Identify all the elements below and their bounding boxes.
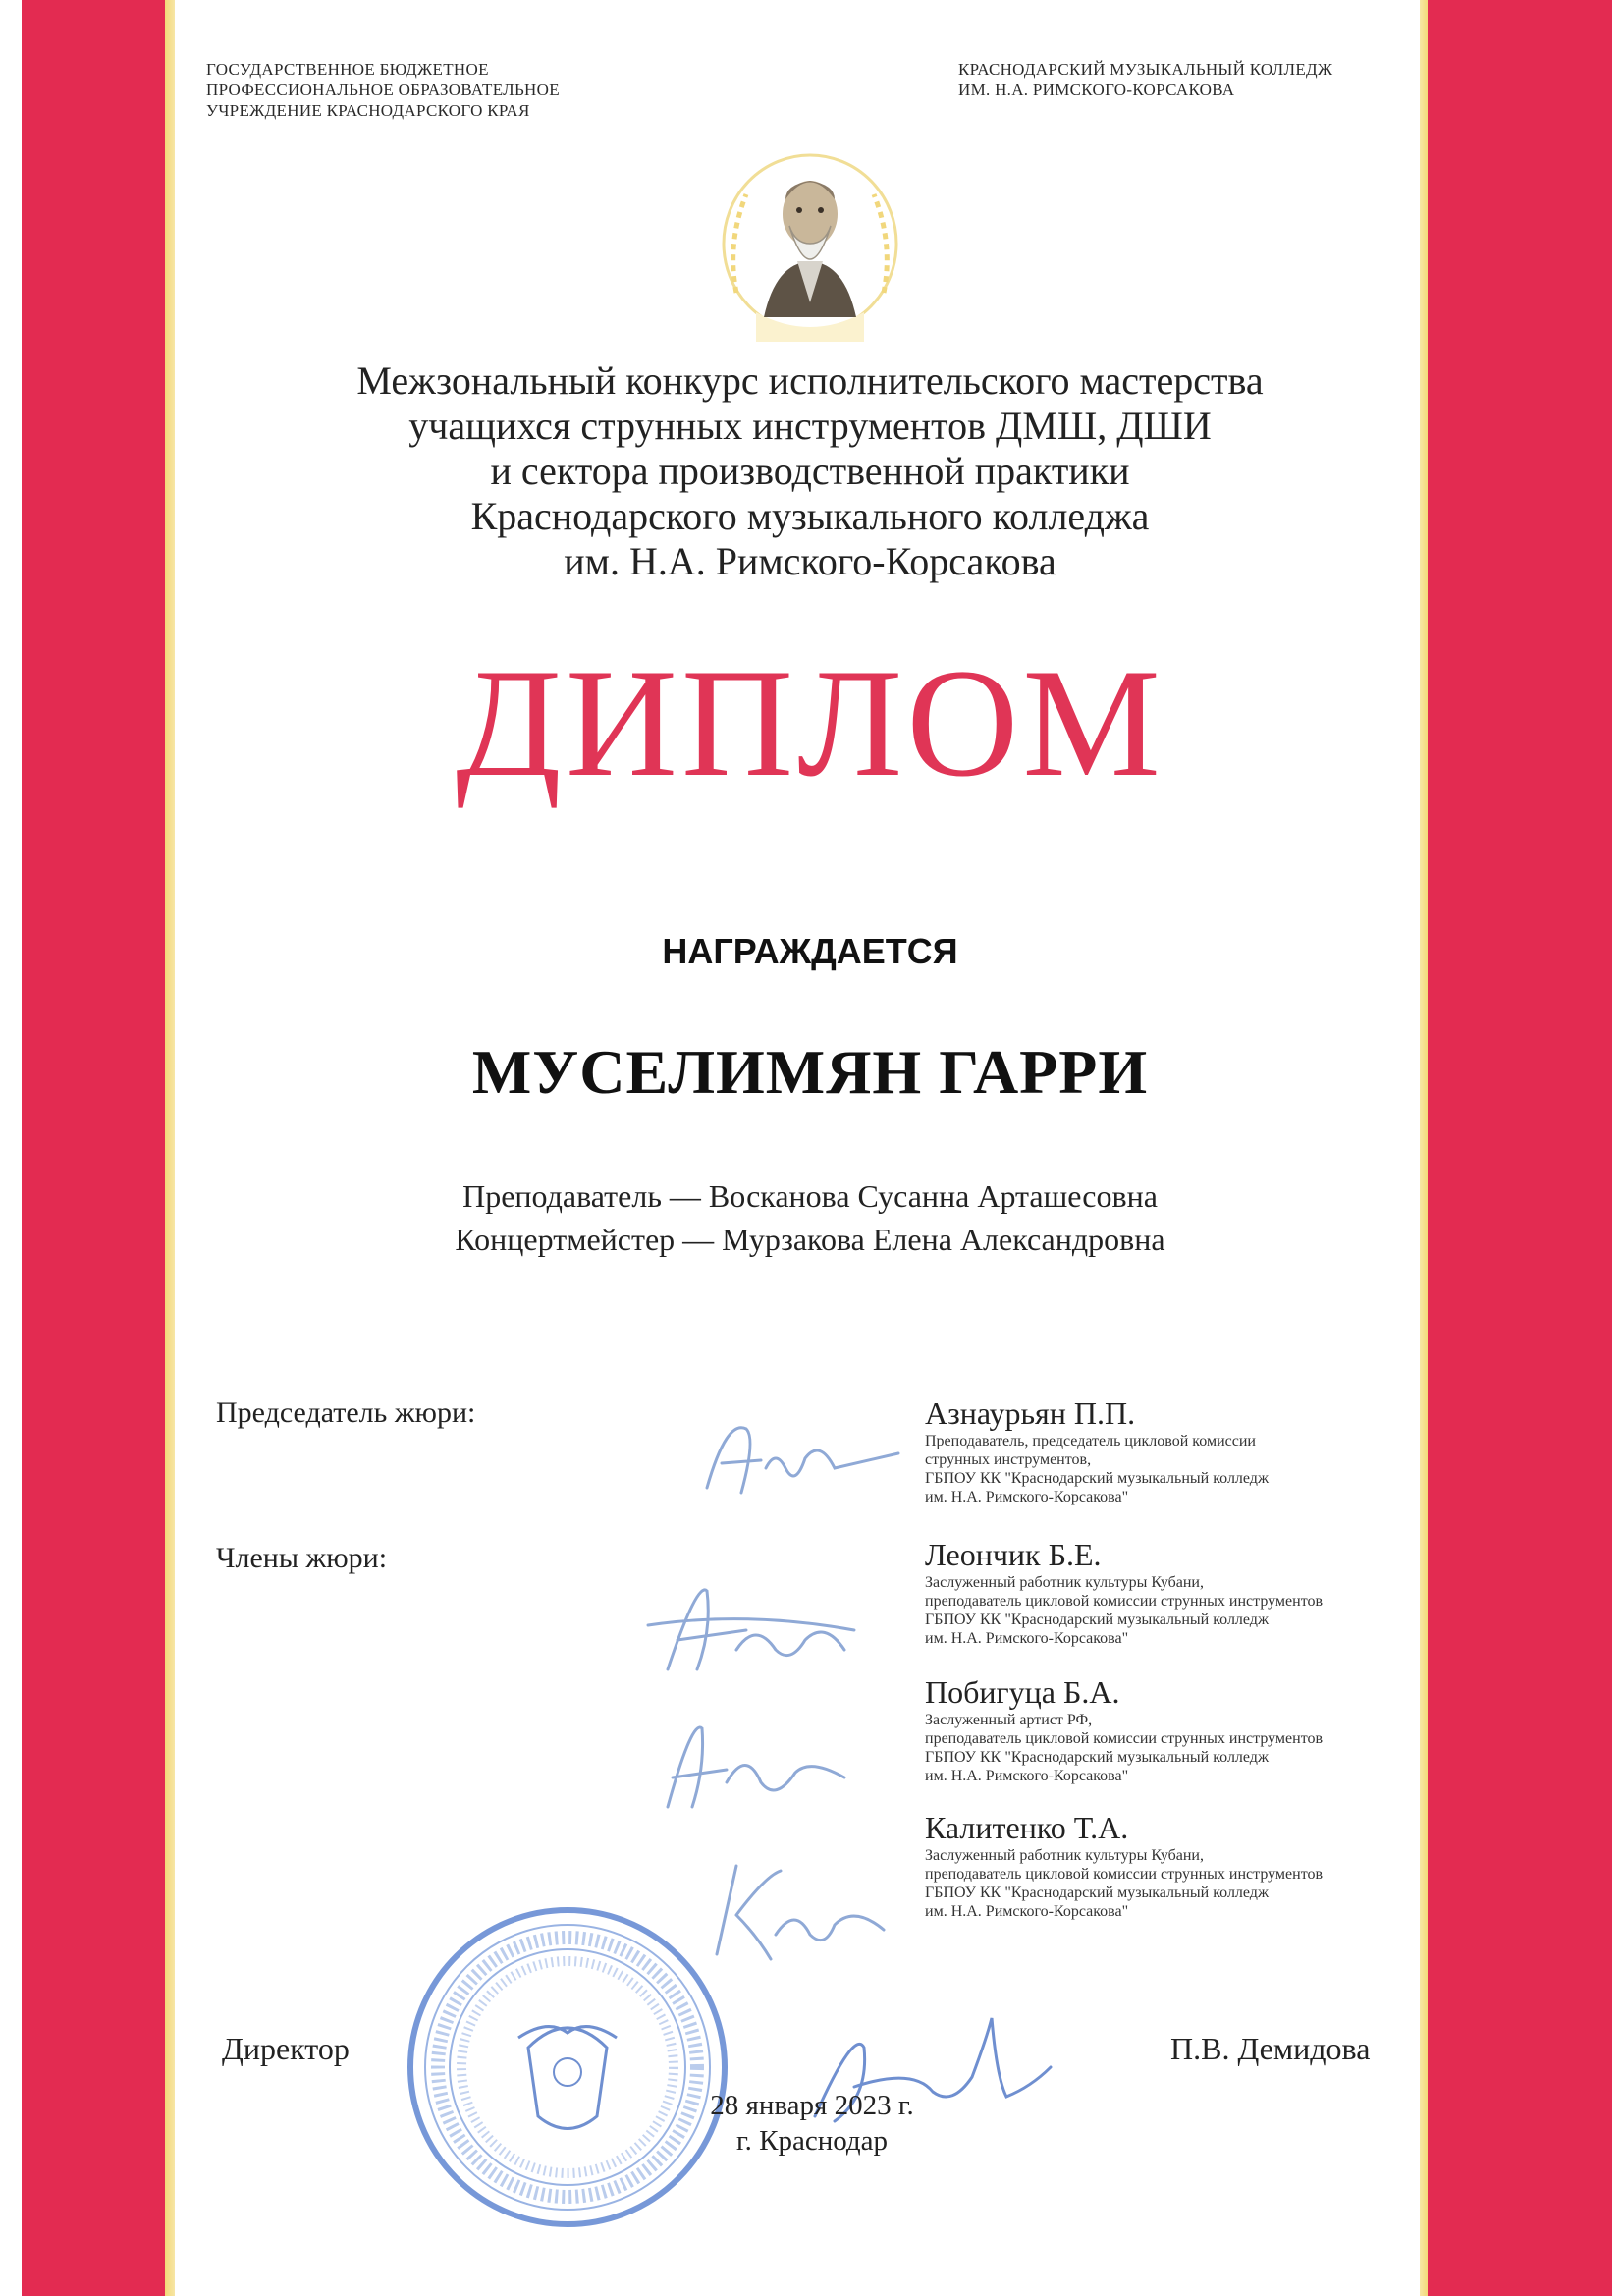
jury-desc-line: Преподаватель, председатель цикловой комиссии	[925, 1433, 1256, 1449]
right-decor-band	[1420, 0, 1624, 2296]
jury-desc-line: ГБПОУ КК "Краснодарский музыкальный колледж	[925, 1612, 1269, 1628]
jury-desc-line: ГБПОУ КК "Краснодарский музыкальный колледж	[925, 1470, 1269, 1487]
jury-desc-line: струнных инструментов,	[925, 1451, 1092, 1468]
header-right-line: ИМ. Н.А. РИМСКОГО-КОРСАКОВА	[958, 81, 1235, 99]
signature-member-icon	[638, 1709, 864, 1827]
jury-member	[925, 1394, 1435, 1506]
left-decor-band	[0, 0, 175, 2296]
diploma-title: ДИПЛОМ	[456, 637, 1164, 809]
director-name: П.В. Демидова	[1170, 2031, 1371, 2066]
teachers-block	[226, 1175, 1394, 1261]
header-left-line: ГОСУДАРСТВЕННОЕ БЮДЖЕТНОЕ	[206, 60, 489, 79]
accompanist-line: Концертмейстер — Мурзакова Елена Александровна	[455, 1222, 1165, 1257]
contest-line: им. Н.А. Римского-Корсакова	[564, 539, 1056, 583]
contest-line: Межзональный конкурс исполнительского мастерства	[356, 358, 1264, 403]
jury-desc-line: Заслуженный артист РФ,	[925, 1712, 1093, 1728]
jury-desc-line: преподаватель цикловой комиссии струнных инструментов	[925, 1593, 1324, 1610]
jury-member	[925, 1673, 1435, 1785]
jury-desc-line: преподаватель цикловой комиссии струнных инструментов	[925, 1730, 1324, 1747]
jury-desc-line: им. Н.А. Римского-Корсакова"	[925, 1903, 1129, 1920]
contest-line: Краснодарского музыкального колледжа	[470, 494, 1150, 538]
jury-members-label: Члены жюри:	[216, 1542, 388, 1574]
teacher-line: Преподаватель — Восканова Сусанна Арташесовна	[462, 1178, 1158, 1214]
official-seal-icon	[401, 1900, 734, 2234]
contest-line: учащихся струнных инструментов ДМШ, ДШИ	[408, 404, 1212, 448]
jury-desc-line: ГБПОУ КК "Краснодарский музыкальный колледж	[925, 1749, 1269, 1766]
jury-desc-line: им. Н.А. Римского-Корсакова"	[925, 1768, 1129, 1784]
jury-member-name: Азнаурьян П.П.	[925, 1395, 1136, 1431]
portrait-emblem-icon	[687, 145, 933, 342]
jury-desc-line: преподаватель цикловой комиссии струнных инструментов	[925, 1866, 1324, 1883]
awarded-label: НАГРАЖДАЕТСЯ	[662, 931, 958, 971]
jury-member-desc	[925, 1846, 1435, 1921]
issue-date: 28 января 2023 г.	[710, 2090, 914, 2121]
director-label: Директор	[222, 2031, 350, 2066]
header-left-line: ПРОФЕССИОНАЛЬНОЕ ОБРАЗОВАТЕЛЬНОЕ	[206, 81, 560, 99]
header-left	[206, 59, 677, 121]
signature-member-icon	[628, 1571, 884, 1689]
jury-member-desc	[925, 1711, 1435, 1785]
jury-member-desc	[925, 1573, 1435, 1648]
header-right	[958, 59, 1430, 100]
jury-member-name: Побигуца Б.А.	[925, 1674, 1120, 1710]
jury-member-name: Леончик Б.Е.	[925, 1537, 1102, 1572]
recipient-name: МУСЕЛИМЯН ГАРРИ	[471, 1037, 1149, 1107]
jury-desc-line: ГБПОУ КК "Краснодарский музыкальный колледж	[925, 1885, 1269, 1901]
jury-desc-line: Заслуженный работник культуры Кубани,	[925, 1574, 1204, 1591]
header-right-line: КРАСНОДАРСКИЙ МУЗЫКАЛЬНЫЙ КОЛЛЕДЖ	[958, 60, 1333, 79]
contest-line: и сектора производственной практики	[490, 449, 1130, 493]
jury-desc-line: им. Н.А. Римского-Корсакова"	[925, 1630, 1129, 1647]
jury-chair-label: Председатель жюри:	[216, 1396, 476, 1429]
contest-title	[226, 358, 1394, 584]
issue-city: г. Краснодар	[735, 2125, 889, 2157]
jury-member-desc	[925, 1432, 1435, 1506]
jury-member	[925, 1809, 1435, 1921]
signature-chair-icon	[687, 1399, 913, 1517]
jury-member-name: Калитенко Т.А.	[925, 1810, 1129, 1845]
jury-desc-line: Заслуженный работник культуры Кубани,	[925, 1847, 1204, 1864]
date-block	[589, 2088, 1035, 2159]
jury-member	[925, 1536, 1435, 1648]
jury-desc-line: им. Н.А. Римского-Корсакова"	[925, 1489, 1129, 1505]
header-left-line: УЧРЕЖДЕНИЕ КРАСНОДАРСКОГО КРАЯ	[206, 101, 530, 120]
